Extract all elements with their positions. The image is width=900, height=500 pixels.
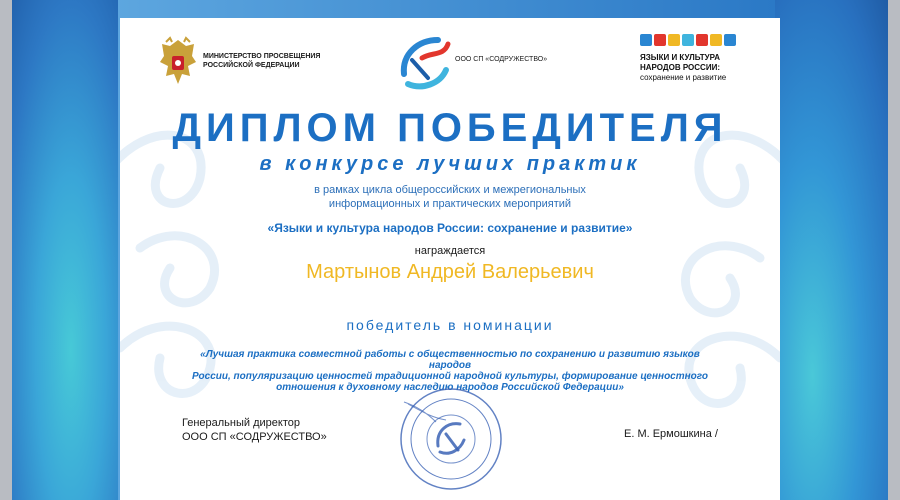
awarded-label: награждается [414, 245, 486, 257]
project-icon-6 [710, 34, 722, 46]
ministry-text [203, 52, 323, 70]
sodruzhestvo-logo-icon [398, 34, 454, 94]
ministry-line2: РОССИЙСКОЙ ФЕДЕРАЦИИ [203, 62, 300, 69]
position-line2: ООО СП «СОДРУЖЕСТВО» [182, 431, 327, 443]
project-logo-line3: сохранение и развитие [640, 73, 727, 82]
org-logo-text: ООО СП «СОДРУЖЕСТВО» [455, 56, 548, 63]
project-icon-2 [654, 34, 666, 46]
background-right-panel [775, 0, 900, 500]
frame-line1: в рамках цикла общероссийских и межрегиональных [314, 184, 586, 196]
project-logo-icons [640, 34, 750, 48]
position-line1: Генеральный директор [182, 417, 300, 429]
project-icon-4 [682, 34, 694, 46]
nomination-line1: «Лучшая практика совместной работы с общественностью по сохранению и развитию языков народов [200, 349, 700, 371]
nomination-line2: России, популяризацию ценностей традиционной народной культуры, формирование ценностного [192, 371, 708, 382]
background-left-panel [0, 0, 118, 500]
seal-stamp-icon [396, 384, 506, 494]
diploma-title: ДИПЛОМ ПОБЕДИТЕЛЯ [172, 106, 728, 150]
diploma-sheet [120, 18, 780, 500]
sodruzhestvo-logo [398, 30, 548, 102]
right-edge-bar [888, 0, 900, 500]
project-icon-1 [640, 34, 652, 46]
event-name: «Языки и культура народов России: сохранение и развитие» [267, 221, 633, 235]
diploma-subtitle: в конкурсе лучших практик [259, 153, 641, 175]
ministry-logo [158, 36, 321, 92]
director-position [182, 416, 327, 444]
project-icon-3 [668, 34, 680, 46]
project-icon-7 [724, 34, 736, 46]
recipient-name: Мартынов Андрей Валерьевич [306, 261, 594, 283]
left-edge-bar [0, 0, 12, 500]
project-logo [640, 34, 750, 94]
event-frame-text [120, 183, 780, 211]
nomination-line3: отношения к духовному наследию народов Российской Федерации» [276, 382, 624, 393]
project-logo-line2: НАРОДОВ РОССИИ: [640, 63, 720, 72]
signer-name: Е. М. Ермошкина / [624, 428, 718, 440]
frame-line2: информационных и практических мероприятий [328, 198, 572, 210]
ministry-line1: МИНИСТЕРСТВО ПРОСВЕЩЕНИЯ [203, 53, 321, 60]
winner-label: победитель в номинации [346, 317, 554, 333]
project-logo-line1: ЯЗЫКИ И КУЛЬТУРА [640, 53, 721, 62]
coat-of-arms-icon [158, 36, 198, 92]
project-icon-5 [696, 34, 708, 46]
